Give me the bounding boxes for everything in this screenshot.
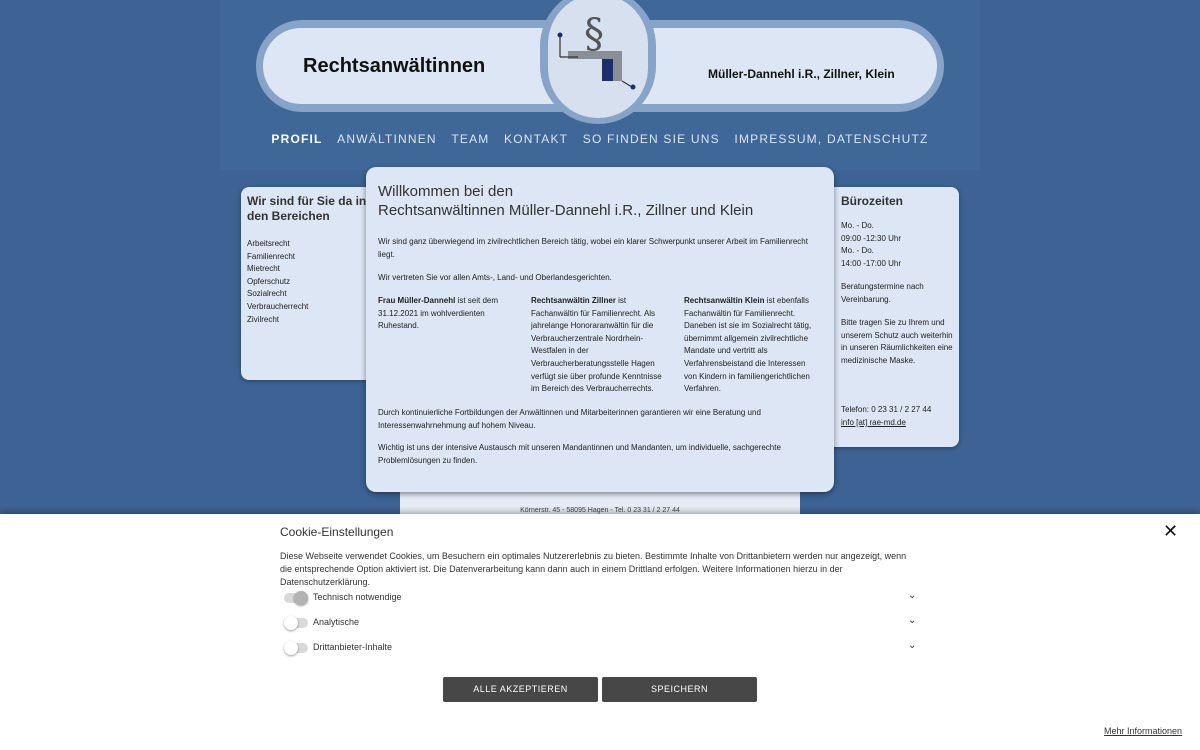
toggle-third-party[interactable] (284, 643, 308, 653)
lawyer-description: ist seit dem 31.12.2021 im wohlverdienten Ruhestand. (378, 296, 499, 331)
toggle-technical[interactable] (284, 593, 308, 603)
list-item: Verbraucherrecht (247, 301, 309, 311)
lawyer-description: ist ebenfalls Fachanwältin für Familienrecht. Daneben ist sie im Sozialrecht tätig, übernimmt allgemein zivilrechtliche Mandate und vertritt als Verfahrensbeistand die Interessen von Kindern in familiengerichtlichen Verfahren. (684, 296, 812, 394)
paragraph-glyph: § (584, 11, 604, 57)
hours-line: Mo. - Do. (841, 221, 874, 230)
accept-all-button[interactable]: ALLE AKZEPTIEREN (443, 677, 598, 702)
list-item: Familienrecht (247, 251, 296, 261)
nav-item-kontakt[interactable]: KONTAKT (504, 132, 569, 146)
list-item: Mietrecht (247, 264, 280, 274)
cookie-option-analytics (284, 615, 920, 631)
page-title-line1: Willkommen bei den (378, 183, 514, 200)
main-nav (0, 132, 1200, 146)
hours-line: 14:00 -17:00 Uhr (841, 258, 902, 268)
exchange-paragraph: Wichtig ist uns der intensive Austausch mit unseren Mandantinnen und Mandanten, um individuelle, sachgerechte Problemlösungen zu finden. (378, 443, 781, 465)
list-item: Sozialrecht (247, 289, 287, 299)
lawyer-column-mueller-dannehl (378, 295, 512, 333)
chevron-down-icon[interactable]: ⌄ (908, 640, 917, 651)
nav-item-anwaeltinnen[interactable]: ANWÄLTINNEN (337, 132, 437, 146)
chevron-down-icon[interactable]: ⌄ (908, 615, 917, 626)
list-item: Zivilrecht (247, 314, 280, 324)
cookie-option-label: Analytische (313, 617, 360, 627)
list-item: Opferschutz (247, 276, 291, 286)
toggle-knob (284, 616, 298, 630)
toggle-knob (284, 641, 298, 655)
cookie-option-label: Drittanbieter-Inhalte (313, 642, 393, 652)
training-paragraph: Durch kontinuierliche Fortbildungen der Anwältinnen und Mitarbeiterinnen garantieren wir eine Beratung und Interessenwahrnehmung auf hohem Niveau. (378, 408, 761, 430)
nav-item-team[interactable]: TEAM (451, 132, 490, 146)
close-icon[interactable]: ✕ (1163, 521, 1179, 541)
toggle-knob (294, 591, 308, 605)
practice-areas-list (247, 238, 308, 326)
nav-item-profil[interactable]: PROFIL (271, 132, 323, 146)
footer-address: Körnerstr. 45 - 58095 Hagen - Tel. 0 23 31 / 2 27 44 (520, 507, 680, 514)
cookie-banner (0, 514, 1200, 750)
paragraph-logo-icon[interactable] (554, 5, 642, 95)
toggle-analytics[interactable] (284, 618, 308, 628)
cookie-description: Diese Webseite verwendet Cookies, um Besuchern ein optimales Nutzererlebnis zu bieten. Bestimmte Inhalte von Drittanbietern werden nur angezeigt, wenn die entsprechende Option aktiviert ist. Die Datenverarbeitung kann dann auch in einem Drittland erfolgen. Weitere Informationen hierzu in der Datenschutzerklärung. (280, 551, 907, 587)
cookie-option-label: Technisch notwendige (313, 592, 402, 602)
list-item: Arbeitsrecht (247, 239, 290, 248)
page-title (378, 182, 753, 220)
lawyer-column-zillner (531, 295, 665, 396)
more-info-link[interactable]: Mehr Informationen (1104, 726, 1183, 736)
appointment-note: Beratungstermine nach Vereinbarung. (841, 282, 924, 304)
cookie-title: Cookie-Einstellungen (280, 525, 394, 539)
email-link[interactable]: info [at] rae-md.de (841, 418, 906, 427)
courts-paragraph: Wir vertreten Sie vor allen Amts-, Land- und Oberlandesgerichten. (378, 273, 612, 282)
save-button[interactable]: SPEICHERN (602, 677, 757, 702)
hours-line: Mo. - Do. (841, 246, 874, 256)
chevron-down-icon[interactable]: ⌄ (908, 590, 917, 601)
mask-note: Bitte tragen Sie zu Ihrem und unserem Schutz auch weiterhin in unseren Räumlichkeiten eine medizinische Maske. (841, 318, 953, 365)
page-title-line2: Rechtsanwältinnen Müller-Dannehl i.R., Zillner und Klein (378, 202, 754, 219)
site-title[interactable]: Rechtsanwältinnen (303, 55, 486, 77)
cookie-option-third-party (284, 640, 920, 656)
lawyer-name: Rechtsanwältin Klein (684, 296, 765, 305)
nav-item-so-finden-sie-uns[interactable]: SO FINDEN SIE UNS (582, 132, 720, 146)
lawyer-description: ist Fachanwältin für Familienrecht. Als jahrelange Honoraranwältin für die Verbraucherzentrale Nordrhein-Westfalen in der Verbraucherberatungsstelle Hagen verfügt sie über profunde Kenntnisse im Bereich des Verbraucherrechts. (531, 296, 662, 394)
lawyer-column-klein (684, 295, 818, 396)
office-hours-list (841, 220, 901, 270)
nav-item-impressum[interactable]: IMPRESSUM, DATENSCHUTZ (734, 132, 929, 146)
lawyer-name: Frau Müller-Dannehl (378, 296, 456, 305)
office-hours-title: Bürozeiten (841, 194, 904, 208)
phone-number: Telefon: 0 23 31 / 2 27 44 (841, 405, 932, 414)
site-subtitle: Müller-Dannehl i.R., Zillner, Klein (708, 67, 895, 81)
hours-line: 09:00 -12:30 Uhr (841, 233, 902, 243)
intro-paragraph: Wir sind ganz überwiegend im zivilrechtlichen Bereich tätig, wobei ein klarer Schwerpunkt unserer Arbeit im Familienrecht liegt. (378, 237, 808, 259)
lawyer-name: Rechtsanwältin Zillner (531, 296, 616, 305)
cookie-option-technical (284, 590, 920, 606)
practice-areas-title: Wir sind für Sie da in den Bereichen (247, 194, 367, 223)
